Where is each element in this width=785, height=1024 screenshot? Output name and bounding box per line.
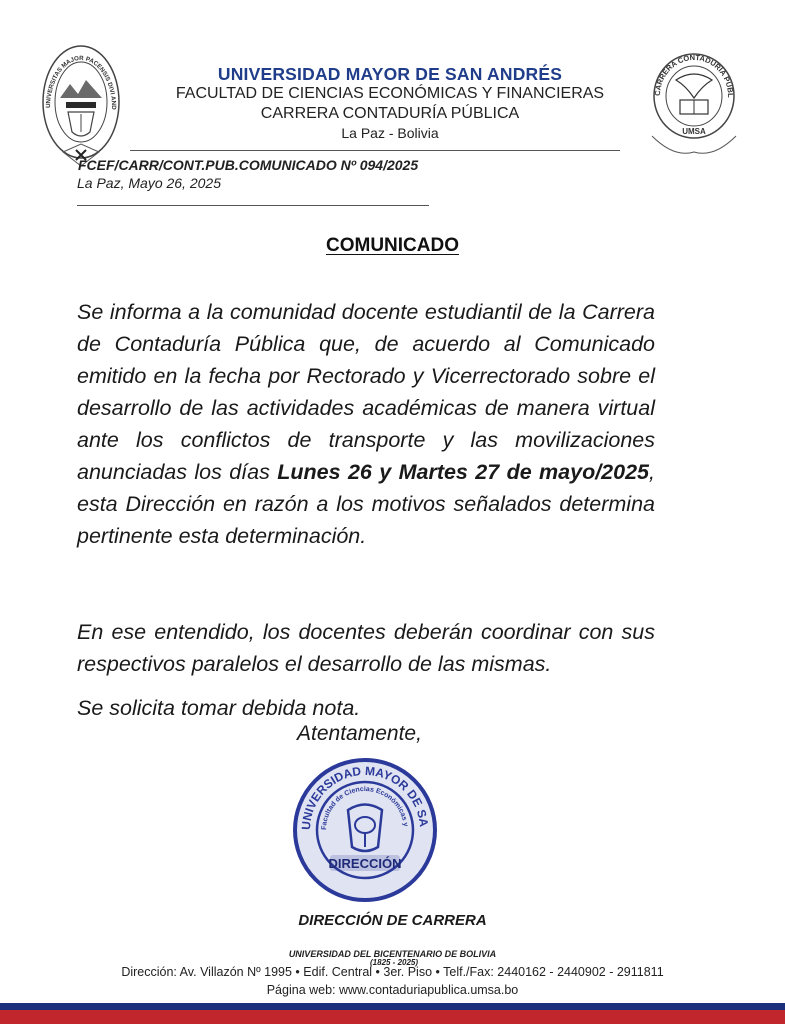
p1-highlight-dates: Lunes 26 y Martes 27 de mayo/2025 [277, 460, 650, 484]
svg-text:UNIVERSITAS MAJOR PACENSIS DIV: UNIVERSITAS MAJOR PACENSIS DIVI AND [44, 54, 118, 110]
seal-umsa-label: UMSA [682, 127, 706, 136]
body-paragraph-2: En ese entendido, los docentes deberán coordinar con sus respectivos paralelos el desarrollo de las mismas. [77, 620, 655, 676]
official-stamp-icon [290, 755, 440, 905]
svg-text:UNIVERSIDAD MAYOR DE SAN ANDRÉ: UNIVERSIDAD MAYOR DE SA [298, 763, 432, 831]
city: La Paz - Bolivia [341, 125, 439, 141]
body-paragraph-3: Se solicita tomar debida nota. [77, 696, 361, 720]
svg-text:CARRERA CONTADURÍA PÚBLICA: CARRERA CONTADURÍA PÚBL [652, 52, 736, 98]
faculty-name: FACULTAD DE CIENCIAS ECONÓMICAS Y FINANCIERAS [175, 85, 605, 102]
career-name: CARRERA CONTADURÍA PÚBLICA [260, 105, 520, 122]
footer-website: Página web: www.contaduriapublica.umsa.bo [266, 983, 519, 997]
footer-address: Dirección: Av. Villazón Nº 1995 • Edif. Central • 3er. Piso • Telf./Fax: 2440162 - 2440902 - 2911811 [121, 965, 664, 979]
bicentennial-years: (1825 - 2025) [370, 958, 419, 967]
document-date: La Paz, Mayo 26, 2025 [77, 175, 221, 191]
signature-block: DIRECCIÓN DE CARRERA [298, 912, 487, 929]
footer-blue-bar [0, 1003, 785, 1010]
document-title: COMUNICADO [326, 235, 459, 256]
date-divider [77, 205, 429, 206]
stamp-label: DIRECCIÓN [328, 856, 402, 871]
svg-text:Facultad de Ciencias Económica: Facultad de Ciencias Económicas y [320, 785, 409, 831]
footer-red-bar [0, 1010, 785, 1024]
p1-text-before: Se informa a la comunidad docente estudiantil de la Carrera de Contaduría Pública que, de acuerdo al Comunicado emitido en la fecha por Rectorado y Vicerrectorado sobre el desarrollo de las actividades académicas de manera virtual ante los conflictos de transporte y las movilizaciones anunciadas los días [77, 300, 655, 484]
university-name: UNIVERSIDAD MAYOR DE SAN ANDRÉS [217, 64, 563, 84]
closing-greeting: Atentamente, [297, 722, 422, 745]
umsa-seal-icon [38, 40, 124, 170]
p1-text-after: , esta Dirección en razón a los motivos señalados determina pertinente esta determinación. [77, 460, 655, 548]
bicentennial-motto: UNIVERSIDAD DEL BICENTENARIO DE BOLIVIA [288, 949, 497, 959]
header-divider [130, 150, 620, 151]
letterhead [130, 64, 650, 143]
body-paragraph-1 [77, 296, 655, 552]
contaduria-seal-icon [644, 40, 744, 160]
reference-number: FCEF/CARR/CONT.PUB.COMUNICADO Nº 094/2025 [78, 157, 419, 173]
